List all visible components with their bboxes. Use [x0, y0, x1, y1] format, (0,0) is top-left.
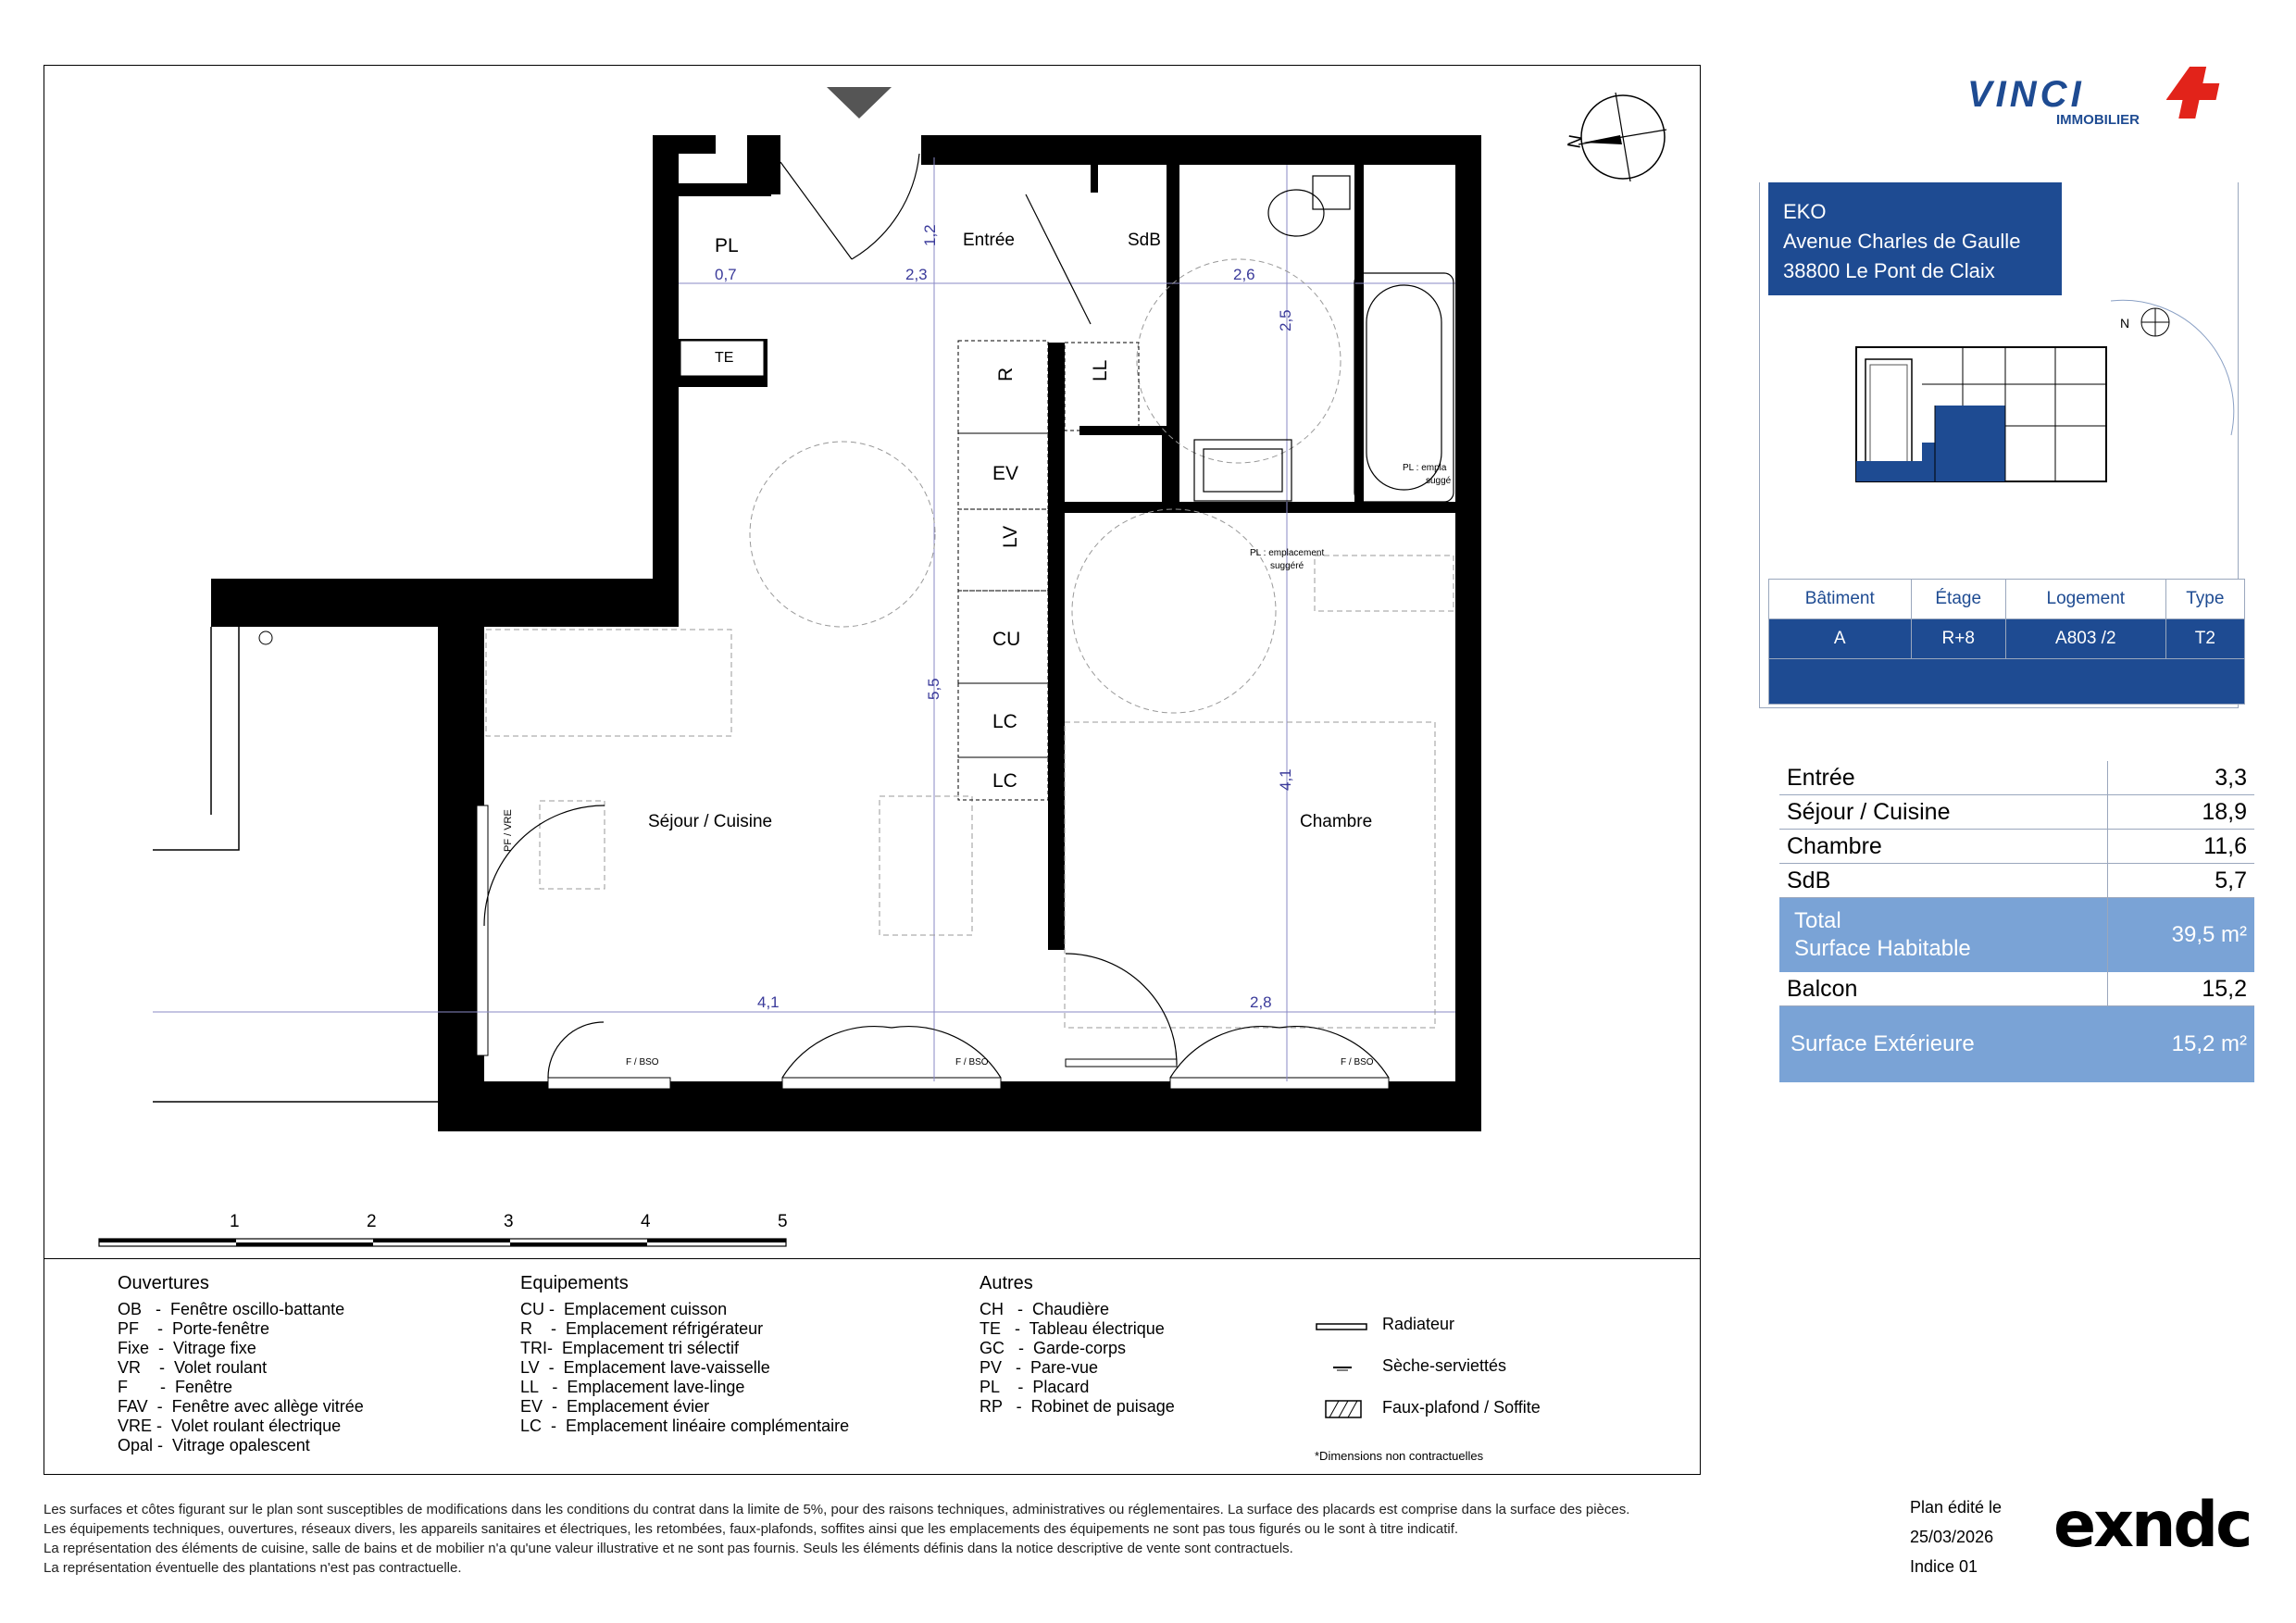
legend-faux-plafond: Faux-plafond / Soffite [1382, 1398, 1541, 1417]
dim-2-5: 2,5 [1277, 309, 1294, 331]
area-label-chambre: Chambre [1779, 830, 2107, 864]
note-pl-2: PL : empla [1403, 463, 1447, 473]
balcon-value: 15,2 [2107, 972, 2254, 1006]
room-label-pl: PL [715, 235, 739, 256]
dim-5-5: 5,5 [925, 678, 942, 700]
legend-seche-serviettes: Sèche-serviettés [1382, 1356, 1507, 1375]
info-header-type: Type [2165, 580, 2244, 619]
room-label-te: TE [715, 350, 734, 366]
legend-equipements [520, 1273, 849, 1436]
room-label-entree: Entrée [963, 231, 1015, 250]
note-pl-1b: suggéré [1270, 561, 1304, 571]
info-table [1768, 579, 2245, 705]
area-value-sdb: 5,7 [2107, 864, 2254, 898]
note-allege-3: All. 102cm [1333, 1111, 1377, 1121]
dim-2-3: 2,3 [905, 266, 928, 283]
scale-label-5: 5 [778, 1212, 788, 1231]
equip-label-r: R [995, 367, 1017, 381]
legend-symbols [1315, 1313, 1379, 1429]
note-pf-vre: PF / VRE [503, 809, 514, 852]
note-seuil: Seuil 15cm [444, 801, 455, 852]
north-arrow-icon [1578, 93, 1666, 181]
note-fbso-2: F / BSO [955, 1057, 989, 1067]
equip-label-ev: EV [992, 463, 1019, 484]
equip-label-cu: CU [992, 629, 1021, 650]
note-allege-2: All. 102cm [944, 1111, 988, 1121]
plan-info-label: Plan édité le [1910, 1498, 2003, 1517]
kitchen-units [958, 341, 1139, 800]
area-value-entree: 3,3 [2107, 761, 2254, 795]
radiateur-icon [1316, 1324, 1366, 1330]
note-pl-1: PL : emplacement [1250, 548, 1325, 558]
area-value-chambre: 11,6 [2107, 830, 2254, 864]
dim-2-6: 2,6 [1233, 266, 1255, 283]
legend-ouvertures-title: Ouvertures [118, 1273, 209, 1293]
footer-line-3: La représentation des éléments de cuisine, salle de bains et de mobilier n'a qu'une valeur illustrative et ne sont pas fournis. Seuls les éléments définis dans la notice descriptive de vente sont contractuels. [44, 1541, 1293, 1556]
plan-info-date: 25/03/2026 [1910, 1528, 1994, 1546]
seche-serviettes-icon [1333, 1367, 1352, 1370]
scale-label-4: 4 [641, 1212, 651, 1231]
plan-info [1910, 1492, 2002, 1581]
info-header-etage: Étage [1911, 580, 2005, 619]
legend-ouvertures-list: OB - Fenêtre oscillo-battante PF - Porte-fenêtre Fixe - Vitrage fixe VR - Volet roulant F - Fenêtre FAV - Fenêtre avec allège vitrée VRE - Volet roulant électrique Opal - Vitrage opalescent [118, 1300, 364, 1454]
legend-autres [980, 1273, 1175, 1417]
legend-autres-list: CH - Chaudière TE - Tableau électrique GC - Garde-corps PV - Pare-vue PL - Placard RP - Robinet de puisage [980, 1300, 1175, 1416]
area-label-sejour: Séjour / Cuisine [1779, 795, 2107, 830]
walls [211, 135, 1481, 1131]
total-label-2: Surface Habitable [1794, 936, 1971, 961]
balcon-label: Balcon [1779, 972, 2107, 1006]
note-pl-2b: suggé [1426, 476, 1452, 486]
dim-4-1-horizontal: 4,1 [757, 993, 780, 1011]
info-value-type: T2 [2165, 619, 2244, 659]
dim-0-7: 0,7 [715, 266, 737, 283]
total-value: 39,5 m² [2107, 898, 2254, 973]
plan-info-indice: Indice 01 [1910, 1557, 1978, 1576]
info-value-etage: R+8 [1911, 619, 2005, 659]
exterior-label: Surface Extérieure [1779, 1006, 2107, 1083]
legend-equipements-list: CU - Emplacement cuisson R - Emplacement réfrigérateur TRI- Emplacement tri sélectif LV - Emplacement lave-vaisselle LL - Emplacement lave-linge EV - Emplacement évier LC - Emplacement linéaire complémentaire [520, 1300, 850, 1435]
exterior-row [1779, 1006, 2254, 1083]
exndc-logo: exndc [2053, 1489, 2251, 1562]
legend-equipements-title: Equipements [520, 1273, 629, 1293]
area-row [1779, 864, 2254, 898]
total-label-1: Total [1794, 908, 1841, 933]
equip-label-lv: LV [1000, 525, 1021, 548]
area-row [1779, 795, 2254, 830]
area-label-sdb: SdB [1779, 864, 2107, 898]
dim-1-2: 1,2 [921, 224, 939, 246]
exterior-value: 15,2 m² [2107, 1006, 2254, 1083]
room-label-sdb: SdB [1128, 231, 1161, 250]
bathroom-fixtures [1194, 176, 1454, 502]
area-row [1779, 761, 2254, 795]
info-value-logement: A803 /2 [2005, 619, 2165, 659]
scale-label-2: 2 [367, 1212, 377, 1231]
key-plan [1842, 296, 2250, 537]
scale-label-3: 3 [504, 1212, 514, 1231]
note-allege-1: All. 102cm [616, 1111, 659, 1121]
footer-line-4: La représentation éventuelle des plantations n'est pas contractuelle. [44, 1560, 462, 1576]
footer-line-2: Les équipements techniques, ouvertures, réseaux divers, les appareils sanitaires et électriques, les retombées, faux-plafonds, soffites ainsi que les emplacements des équipements ne sont pas tous figurés ou le sont à titre indicatif. [44, 1521, 1459, 1537]
legend-radiateur: Radiateur [1382, 1315, 1455, 1333]
vinci-logo: VINCI IMMOBILIER [1967, 74, 2140, 128]
info-blank-row [1769, 659, 2245, 705]
footer-line-1: Les surfaces et côtes figurant sur le plan sont susceptibles de modifications dans les conditions du contrat dans la limite de 5%, pour des raisons techniques, administratives ou réglementaires. La surface des placards est comprise dans la surface des pièces. [44, 1502, 1630, 1517]
project-name: EKO [1783, 200, 1827, 223]
room-label-chambre: Chambre [1300, 812, 1373, 831]
area-label-entree: Entrée [1779, 761, 2107, 795]
note-fbso-3: F / BSO [1341, 1057, 1374, 1067]
legend-autres-title: Autres [980, 1273, 1033, 1293]
room-label-sejour: Séjour / Cuisine [648, 812, 773, 831]
scale-label-1: 1 [230, 1212, 240, 1231]
info-header-batiment: Bâtiment [1769, 580, 1912, 619]
area-value-sejour: 18,9 [2107, 795, 2254, 830]
balcon-row [1779, 972, 2254, 1006]
vinci-cross-icon [2166, 63, 2222, 130]
area-table [1779, 761, 2254, 1082]
project-address-1: Avenue Charles de Gaulle [1783, 230, 2021, 253]
total-label [1779, 898, 2107, 973]
note-fbso-1: F / BSO [626, 1057, 659, 1067]
faux-plafond-icon [1326, 1401, 1361, 1417]
area-row [1779, 830, 2254, 864]
key-plan-north: N [2120, 316, 2130, 331]
legend-dims-note: *Dimensions non contractuelles [1315, 1449, 1484, 1463]
dim-2-8: 2,8 [1250, 993, 1272, 1011]
entrance-marker [827, 87, 892, 119]
equip-label-lc-1: LC [992, 711, 1017, 732]
info-header-logement: Logement [2005, 580, 2165, 619]
info-value-batiment: A [1769, 619, 1912, 659]
dim-4-1-vertical: 4,1 [1277, 768, 1294, 791]
equip-label-ll: LL [1090, 359, 1111, 381]
scale-bar [99, 1212, 788, 1246]
north-label: N [1564, 132, 1587, 151]
total-row [1779, 898, 2254, 973]
legend-ouvertures [118, 1273, 364, 1455]
equip-label-lc-2: LC [992, 770, 1017, 792]
footer-disclaimer [44, 1500, 1629, 1578]
project-address-2: 38800 Le Pont de Claix [1783, 259, 1995, 282]
